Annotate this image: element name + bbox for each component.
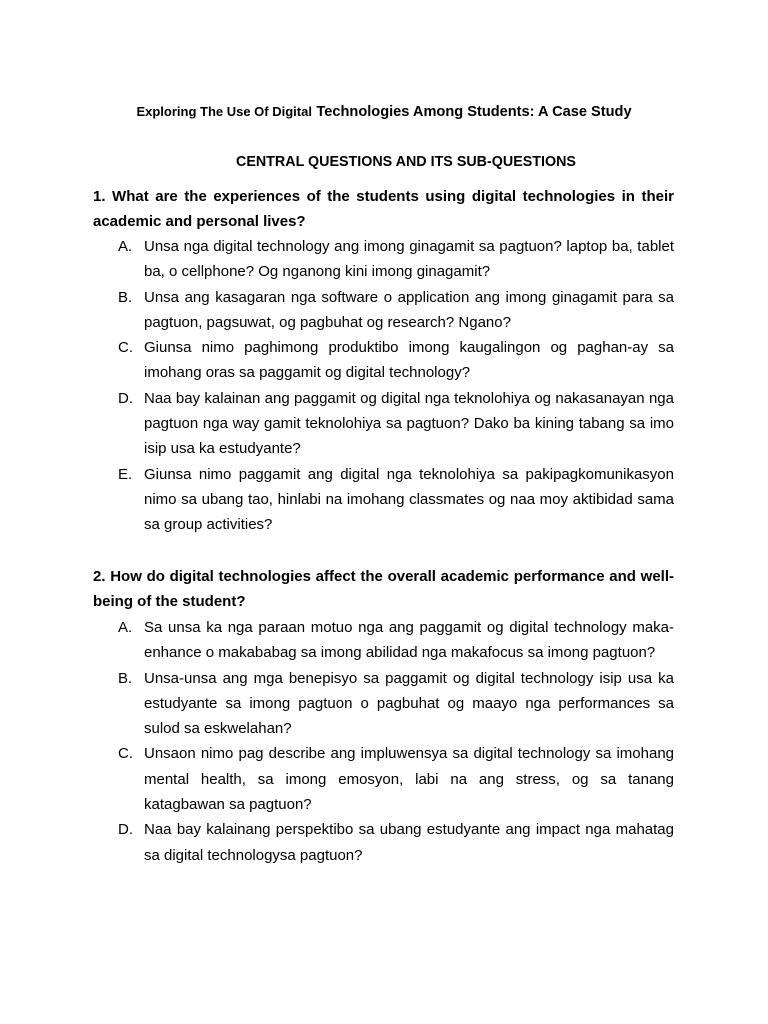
sub-question-2a: [118, 615, 674, 666]
sub-question-1c: [118, 335, 674, 386]
sub-question-text: Sa unsa ka nga paraan motuo nga ang paggamit og digital technology maka-enhance o makababag sa imong abilidad nga makafocus sa imong pagtuon?: [144, 619, 674, 662]
sub-question-text: Naa bay kalainan ang paggamit og digital nga teknolohiya og nakasanayan nga pagtuon nga way gamit teknolohiya sa pagtuon? Dako ba kining tabang sa imo isip usa ka estudyante?: [144, 389, 674, 458]
section-heading: CENTRAL QUESTIONS AND ITS SUB-QUESTIONS: [236, 154, 576, 170]
sub-question-1e: [118, 462, 674, 538]
sub-question-1d: [118, 386, 674, 462]
sub-question-text: Giunsa nimo paggamit ang digital nga teknolohiya sa pakipagkomunikasyon nimo sa ubang tao, hinlabi na imohang classmates og naa moy aktibidad sama sa group activities?: [144, 465, 674, 534]
sub-question-letter: D.: [118, 821, 133, 839]
sub-question-2d: [118, 817, 674, 868]
sub-question-text: Naa bay kalainang perspektibo sa ubang estudyante ang impact nga mahatag sa digital technologysa pagtuon?: [144, 821, 674, 864]
document-title: [0, 102, 768, 122]
sub-question-text: Unsaon nimo pag describe ang impluwensya sa digital technology sa imohang mental health, sa imong emosyon, labi na ang stress, og sa tanang katagbawan sa pagtuon?: [144, 745, 674, 814]
sub-question-letter: A.: [118, 238, 133, 255]
sub-question-text: Unsa ang kasagaran nga software o application ang imong ginagamit para sa pagtuon, pagsuwat, og pagbuhat og research? Ngano?: [144, 288, 674, 331]
document-title-part-2: Technologies Among Students: A Case Study: [316, 104, 632, 120]
sub-question-letter: B.: [118, 669, 133, 687]
sub-question-2b: [118, 666, 674, 742]
central-question-2: 2. How do digital technologies affect the overall academic performance and well-being of the student?: [93, 568, 674, 611]
sub-questions-list-2: [118, 615, 674, 868]
sub-question-letter: A.: [118, 619, 133, 636]
sub-questions-list-1: [118, 234, 674, 538]
sub-question-letter: E.: [118, 465, 133, 483]
sub-question-text: Giunsa nimo paghimong produktibo imong kaugalingon og paghan-ay sa imohang oras sa paggamit og digital technology?: [144, 339, 674, 382]
sub-question-letter: C.: [118, 339, 133, 357]
document-title-part-1: Exploring The Use Of Digital: [136, 104, 312, 119]
sub-question-text: Unsa-unsa ang mga benepisyo sa paggamit og digital technology isip usa ka estudyante sa imong pagtuon o pagbuhat og maayo nga performances sa sulod sa eskwelahan?: [144, 669, 674, 738]
sub-question-letter: B.: [118, 288, 133, 306]
sub-question-letter: C.: [118, 745, 133, 763]
sub-question-2c: [118, 741, 674, 817]
sub-question-1a: [118, 234, 674, 285]
central-question-1: 1. What are the experiences of the students using digital technologies in their academic and personal lives?: [93, 188, 674, 231]
sub-question-1b: [118, 285, 674, 336]
sub-question-letter: D.: [118, 389, 133, 407]
sub-question-text: Unsa nga digital technology ang imong ginagamit sa pagtuon? laptop ba, tablet ba, o cellphone? Og nganong kini imong ginagamit?: [144, 238, 674, 281]
